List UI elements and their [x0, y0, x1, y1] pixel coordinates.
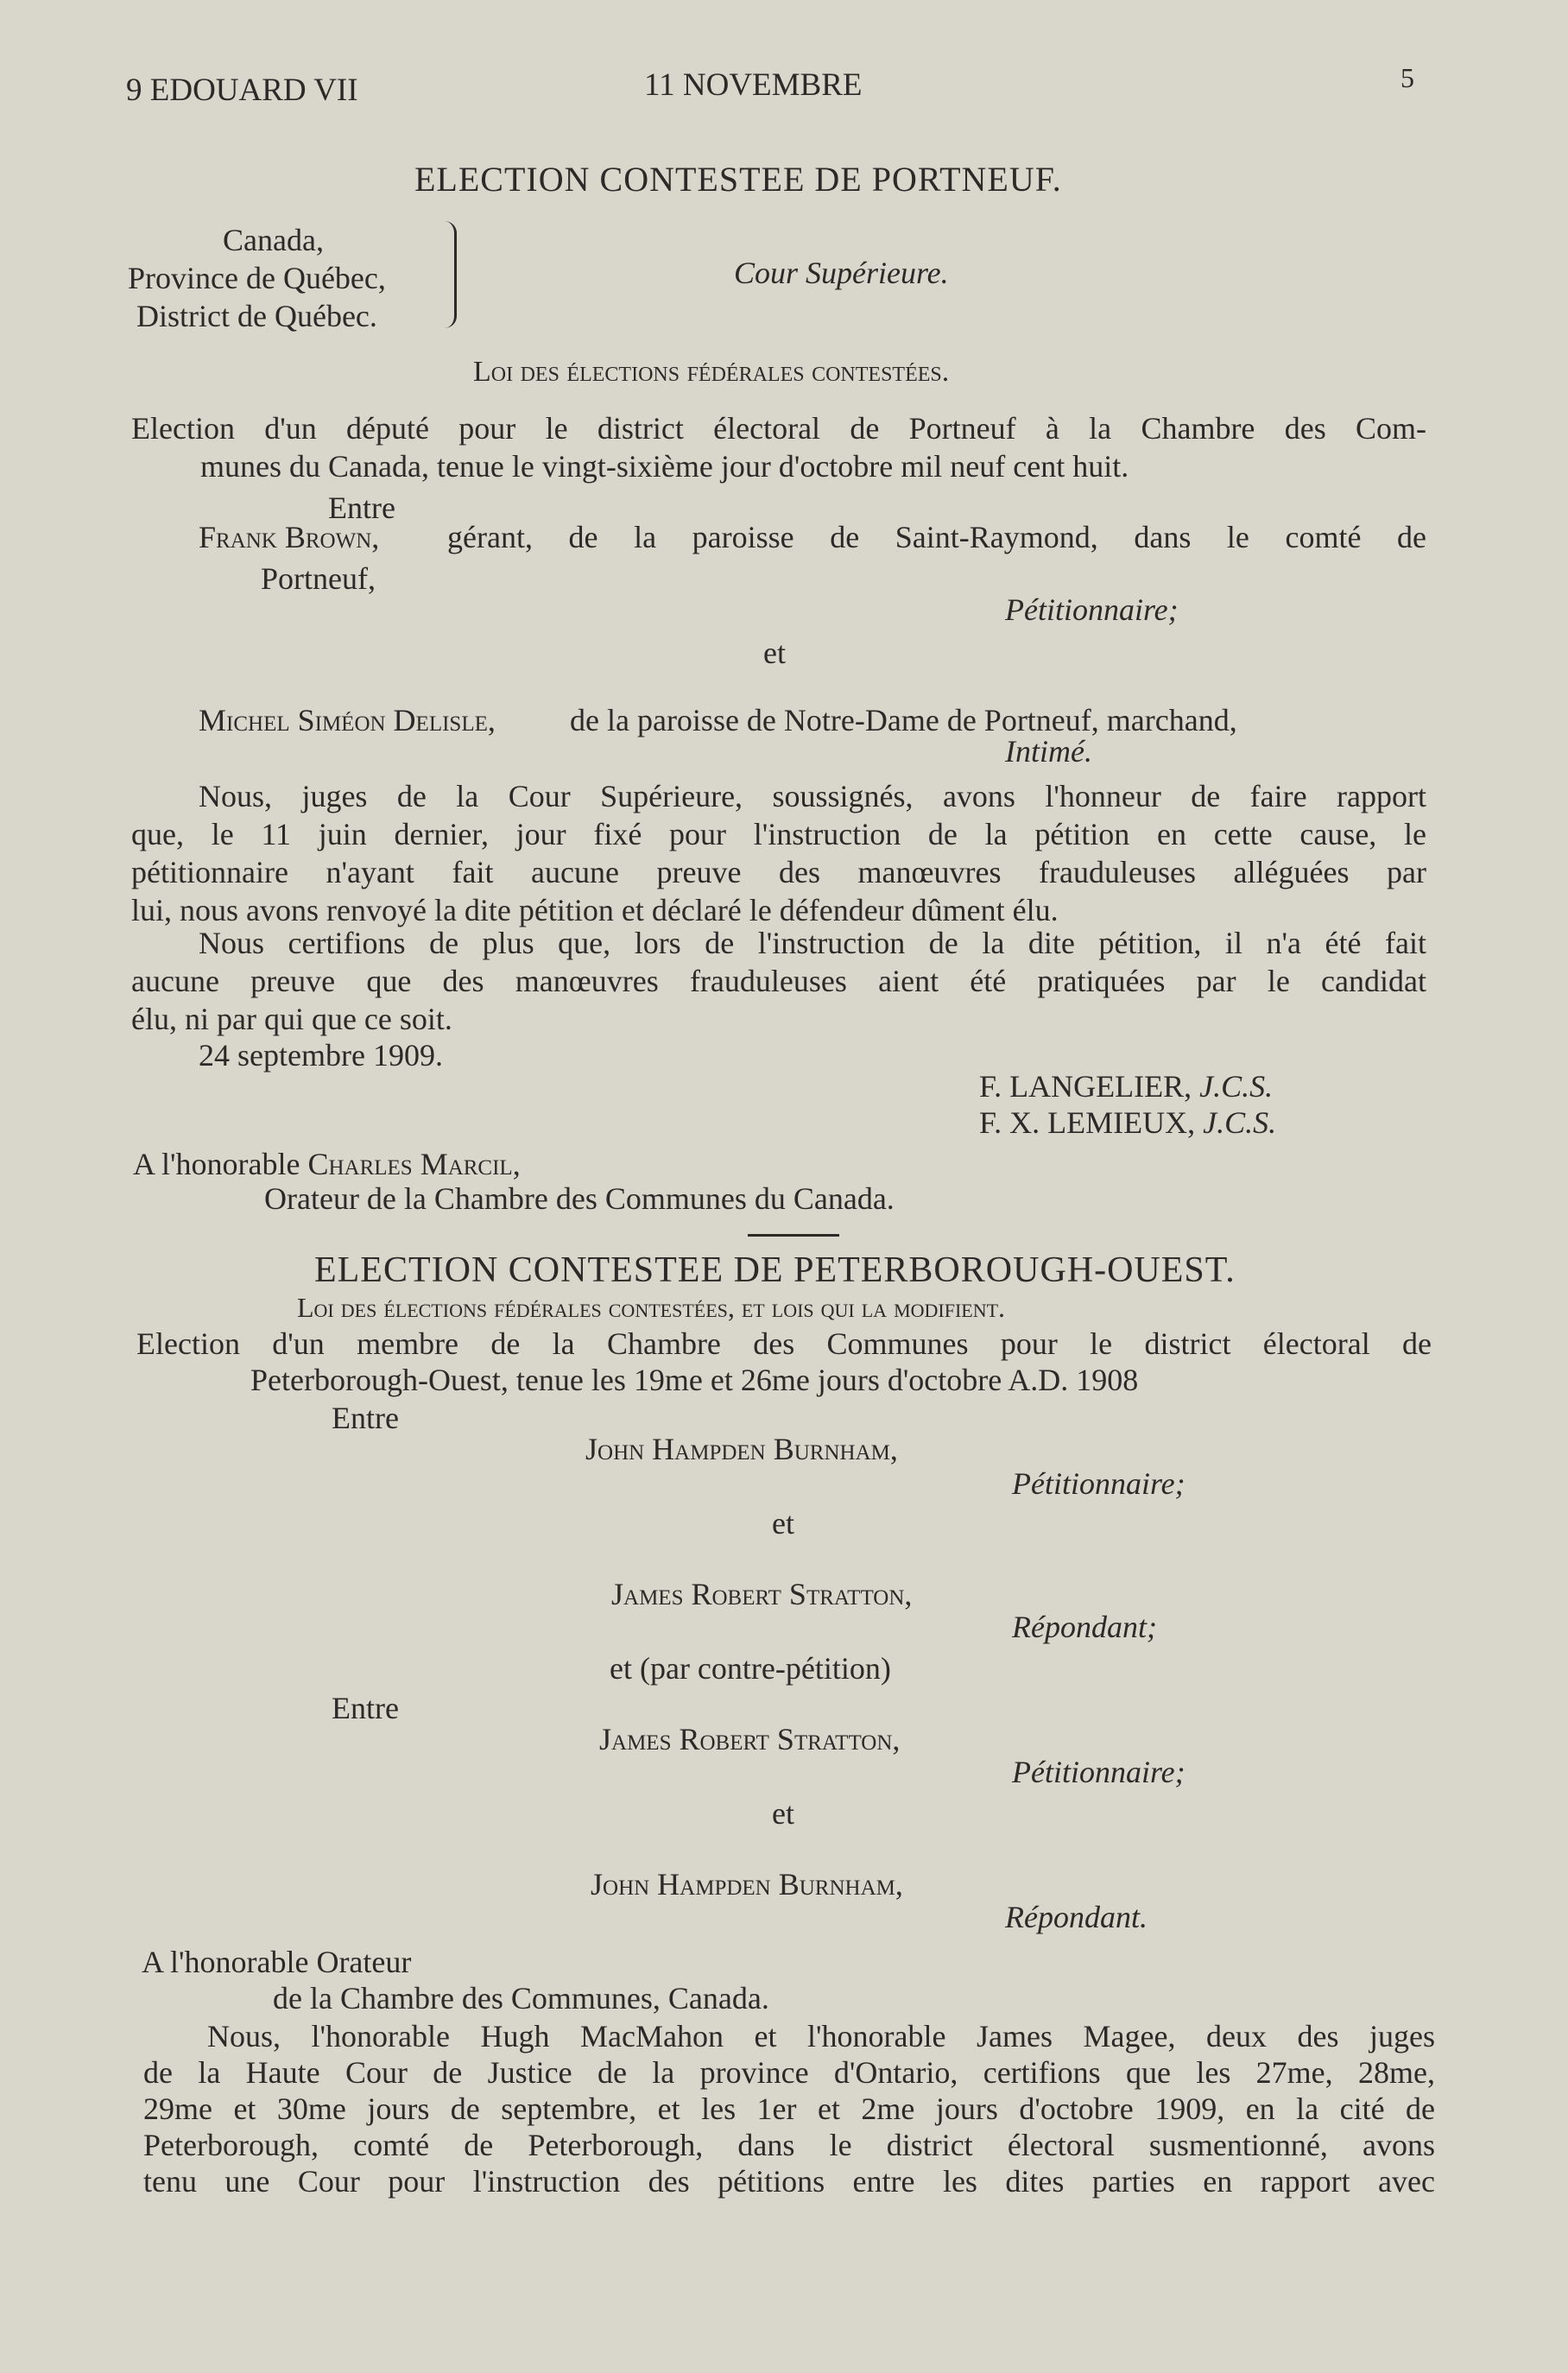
section1-paragraph2-line3: élu, ni par qui que ce soit. — [131, 1002, 452, 1036]
header-date: 11 NOVEMBRE — [644, 67, 863, 103]
section2-law-heading: Loi des élections fédérales contestées, et lois qui la modifient. — [297, 1292, 1006, 1323]
section2-intro-line1: Election d'un membre de la Chambre des Communes pour le district électoral de — [136, 1326, 1432, 1361]
party-stratton-2-role: Pétitionnaire; — [1012, 1755, 1185, 1789]
location-province: Province de Québec, — [128, 261, 386, 295]
report-date: 24 septembre 1909. — [199, 1038, 443, 1073]
location-brace — [437, 221, 457, 328]
address-prefix: A l'honorable — [133, 1147, 300, 1181]
section2-title: ELECTION CONTESTEE DE PETERBOROUGH-OUEST. — [314, 1250, 1236, 1290]
signature-langelier — [979, 1071, 1273, 1102]
section1-paragraph1-line3: pétitionnaire n'ayant fait aucune preuve des manœuvres frauduleuses alléguées par — [131, 855, 1426, 889]
party-stratton-1-role: Répondant; — [1012, 1610, 1157, 1644]
section2-paragraph-line5: tenu une Cour pour l'instruction des pétitions entre les dites parties en rapport avec — [143, 2164, 1435, 2199]
section2-et2: et — [772, 1796, 794, 1831]
court-name: Cour Supérieure. — [734, 256, 949, 290]
signature-lemieux-name: F. X. LEMIEUX, — [979, 1105, 1196, 1140]
section2-entre2: Entre — [332, 1691, 399, 1725]
section2-address-line1: A l'honorable Orateur — [142, 1945, 412, 1979]
party-burnham-1: John Hampden Burnham, — [585, 1432, 898, 1466]
section2-address-line2: de la Chambre des Communes, Canada. — [273, 1981, 769, 2015]
respondent-description: de la paroisse de Notre-Dame de Portneuf, marchand, — [570, 703, 1237, 737]
header-regnal-year: 9 EDOUARD VII — [126, 73, 358, 108]
party-burnham-1-role: Pétitionnaire; — [1012, 1466, 1185, 1501]
location-canada: Canada, — [223, 223, 324, 257]
petitioner-name: Frank Brown, — [199, 520, 380, 554]
section1-paragraph1-line1: Nous, juges de la Cour Supérieure, soussignés, avons l'honneur de faire rapport — [199, 779, 1426, 813]
section1-law-heading: Loi des élections fédérales contestées. — [473, 356, 950, 388]
section2-paragraph-line1: Nous, l'honorable Hugh MacMahon et l'honorable James Magee, deux des juges — [207, 2019, 1435, 2053]
section1-paragraph1-line4: lui, nous avons renvoyé la dite pétition et déclaré le défendeur dûment élu. — [131, 893, 1059, 927]
section1-address-line1 — [133, 1149, 521, 1180]
section2-paragraph-line4: Peterborough, comté de Peterborough, dans le district électoral susmentionné, avons — [143, 2128, 1435, 2162]
section2-intro-line2: Peterborough-Ouest, tenue les 19me et 26me jours d'octobre A.D. 1908 — [250, 1363, 1139, 1397]
section2-et1: et — [772, 1506, 794, 1541]
signature-langelier-name: F. LANGELIER, — [979, 1069, 1192, 1104]
section1-paragraph2-line2: aucune preuve que des manœuvres frauduleuses aient été pratiquées par le candidat — [131, 964, 1426, 998]
petitioner-description-cont: Portneuf, — [261, 561, 376, 596]
signature-langelier-title: J.C.S. — [1199, 1069, 1274, 1104]
section1-intro-line2: munes du Canada, tenue le vingt-sixième jour d'octobre mil neuf cent huit. — [200, 449, 1129, 484]
section-divider — [748, 1234, 839, 1237]
counter-petition: et (par contre-pétition) — [610, 1651, 891, 1686]
section1-intro-line1: Election d'un député pour le district électoral de Portneuf à la Chambre des Com- — [131, 411, 1426, 446]
section1-entre: Entre — [328, 490, 395, 525]
party-burnham-2-role: Répondant. — [1005, 1900, 1148, 1934]
section1-address-line2: Orateur de la Chambre des Communes du Canada. — [264, 1181, 895, 1216]
address-name: Charles Marcil, — [307, 1147, 521, 1181]
signature-lemieux-title: J.C.S. — [1203, 1105, 1277, 1140]
section2-paragraph-line2: de la Haute Cour de Justice de la province d'Ontario, certifions que les 27me, 28me, — [143, 2055, 1435, 2090]
section1-title: ELECTION CONTESTEE DE PORTNEUF. — [414, 160, 1062, 199]
section1-et: et — [763, 636, 786, 670]
respondent-name: Michel Siméon Delisle, — [199, 703, 496, 737]
location-district: District de Québec. — [136, 299, 377, 333]
respondent-role: Intimé. — [1005, 734, 1092, 769]
petitioner-description: gérant, de la paroisse de Saint-Raymond, dans le comté de — [447, 520, 1426, 554]
section2-entre1: Entre — [332, 1401, 399, 1435]
party-stratton-2: James Robert Stratton, — [599, 1722, 901, 1756]
section1-paragraph1-line2: que, le 11 juin dernier, jour fixé pour l'instruction de la pétition en cette cause, le — [131, 817, 1426, 851]
party-stratton-1: James Robert Stratton, — [611, 1577, 913, 1611]
section1-paragraph2-line1: Nous certifions de plus que, lors de l'instruction de la dite pétition, il n'a été fait — [199, 926, 1426, 960]
section2-paragraph-line3: 29me et 30me jours de septembre, et les 1er et 2me jours d'octobre 1909, en la cité de — [143, 2091, 1435, 2126]
signature-lemieux — [979, 1107, 1276, 1138]
petitioner-role: Pétitionnaire; — [1005, 592, 1179, 627]
party-burnham-2: John Hampden Burnham, — [591, 1867, 903, 1902]
petitioner-line1 — [199, 522, 379, 553]
page-number: 5 — [1400, 62, 1414, 93]
